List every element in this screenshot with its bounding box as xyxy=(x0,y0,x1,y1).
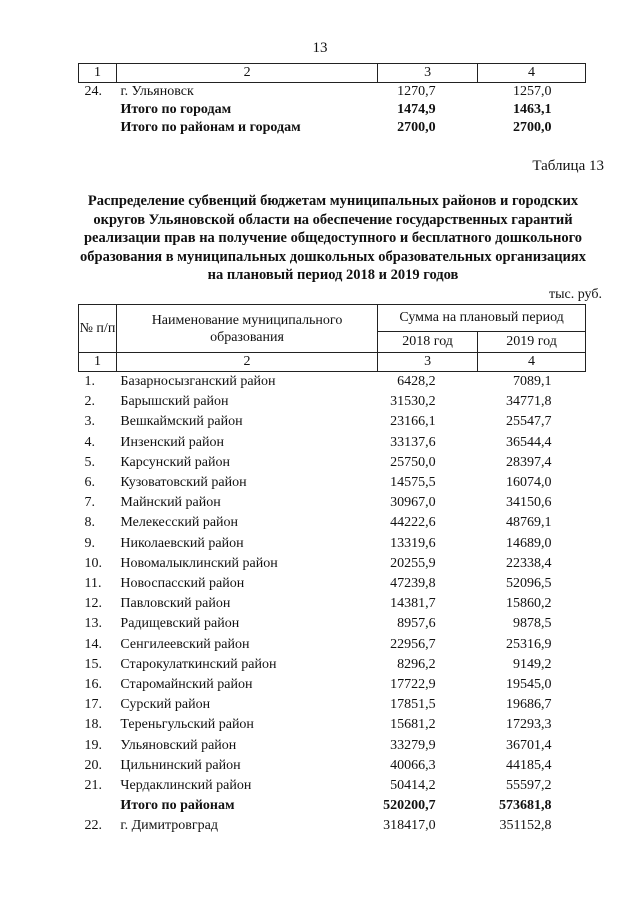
column-index: 2 xyxy=(116,353,377,372)
amount-2019: 2700,0 xyxy=(513,120,552,135)
municipality-name: Сурский район xyxy=(120,697,211,713)
amount-2019: 9878,5 xyxy=(513,616,552,632)
column-index: 4 xyxy=(478,64,586,83)
column-index: 1 xyxy=(79,64,117,83)
amount-2018: 47239,8 xyxy=(390,576,436,592)
amount-2019: 25316,9 xyxy=(506,636,552,652)
municipality-name: Вешкаймский район xyxy=(120,414,243,430)
row-number: 20. xyxy=(84,757,102,773)
amount-2019: 19686,7 xyxy=(506,697,552,713)
municipality-name: Базарносызганский район xyxy=(120,374,276,389)
amount-2018: 8296,2 xyxy=(397,656,436,672)
municipality-name: Павловский район xyxy=(120,596,231,612)
amount-2018: 1474,9 xyxy=(397,102,436,117)
column-index: 4 xyxy=(478,353,586,372)
municipality-name: Николаевский район xyxy=(120,535,244,551)
municipality-name: Барышский район xyxy=(120,394,229,410)
amount-2018: 15681,2 xyxy=(390,717,436,733)
municipality-name: Мелекесский район xyxy=(120,515,239,531)
amount-2018: 14575,5 xyxy=(390,475,436,491)
amount-2019: 17293,3 xyxy=(506,717,552,733)
row-number: 22. xyxy=(84,818,102,834)
municipality-name: Итого по районам и городам xyxy=(120,120,301,135)
row-number: 11. xyxy=(84,576,102,592)
amount-2018: 520200,7 xyxy=(383,798,436,814)
row-number: 18. xyxy=(84,717,102,733)
amount-2019: 48769,1 xyxy=(506,515,552,531)
amount-2019: 573681,8 xyxy=(499,798,552,814)
table-row xyxy=(79,715,586,735)
table-row xyxy=(79,594,586,614)
row-number: 17. xyxy=(84,697,102,713)
municipality-name: Радищевский район xyxy=(120,616,240,632)
amount-2019: 44185,4 xyxy=(506,757,552,773)
page-number: 13 xyxy=(312,40,328,56)
total-row xyxy=(79,101,586,119)
amount-2018: 1270,7 xyxy=(397,84,436,99)
row-number: 5. xyxy=(84,454,95,470)
header-number: № п/п xyxy=(79,305,117,353)
amount-2018: 50414,2 xyxy=(390,778,436,794)
municipality-name: Итого по городам xyxy=(120,102,232,117)
table-row xyxy=(79,655,586,675)
row-number: 21. xyxy=(84,778,102,794)
continued-table xyxy=(78,63,586,137)
amount-2019: 15860,2 xyxy=(506,596,552,612)
row-number: 2. xyxy=(84,394,95,410)
table-row xyxy=(79,736,586,756)
amount-2018: 14381,7 xyxy=(390,596,436,612)
amount-2018: 13319,6 xyxy=(390,535,436,551)
table-row xyxy=(79,574,586,594)
amount-2019: 28397,4 xyxy=(506,454,552,470)
row-number xyxy=(79,796,117,816)
column-index: 1 xyxy=(79,353,117,372)
amount-2019: 34771,8 xyxy=(506,394,552,410)
amount-2018: 40066,3 xyxy=(390,757,436,773)
header-name: Наименование муниципального образования xyxy=(116,305,377,353)
amount-2018: 31530,2 xyxy=(390,394,436,410)
row-number: 24. xyxy=(84,84,102,99)
amount-2019: 351152,8 xyxy=(499,818,552,834)
table-row xyxy=(79,453,586,473)
table-row xyxy=(79,392,586,412)
municipality-name: Тереньгульский район xyxy=(120,717,254,733)
municipality-name: Карсунский район xyxy=(120,454,230,470)
table-row xyxy=(79,635,586,655)
amount-2018: 6428,2 xyxy=(397,374,436,389)
amount-2019: 16074,0 xyxy=(506,475,552,491)
amount-2019: 14689,0 xyxy=(506,535,552,551)
amount-2019: 52096,5 xyxy=(506,576,552,592)
column-index: 3 xyxy=(378,353,478,372)
row-number: 3. xyxy=(84,414,95,430)
table-row xyxy=(79,614,586,634)
row-number: 1. xyxy=(84,374,95,389)
row-number: 19. xyxy=(84,737,102,753)
amount-2019: 25547,7 xyxy=(506,414,552,430)
municipality-name: Ульяновский район xyxy=(120,737,237,753)
amount-2018: 2700,0 xyxy=(397,120,436,135)
row-number xyxy=(79,101,117,119)
row-number: 4. xyxy=(84,434,95,450)
column-index-row xyxy=(79,353,586,372)
total-row xyxy=(79,796,586,816)
table-row xyxy=(79,534,586,554)
amount-2018: 30967,0 xyxy=(390,495,436,511)
municipality-name: Инзенский район xyxy=(120,434,224,450)
amount-2019: 55597,2 xyxy=(506,778,552,794)
row-number: 14. xyxy=(84,636,102,652)
table-row xyxy=(79,756,586,776)
header-sum: Сумма на плановый период xyxy=(378,305,586,332)
amount-2018: 25750,0 xyxy=(390,454,436,470)
column-index: 2 xyxy=(116,64,377,83)
amount-2018: 17851,5 xyxy=(390,697,436,713)
municipality-name: Новоспасский район xyxy=(120,576,245,592)
row-number: 16. xyxy=(84,677,102,693)
table-row xyxy=(79,695,586,715)
subsidy-table xyxy=(78,304,586,837)
row-number: 9. xyxy=(84,535,95,551)
amount-2018: 33137,6 xyxy=(390,434,436,450)
amount-2018: 44222,6 xyxy=(390,515,436,531)
amount-2018: 22956,7 xyxy=(390,636,436,652)
amount-2019: 36544,4 xyxy=(506,434,552,450)
municipality-name: Кузоватовский район xyxy=(120,475,247,491)
amount-2018: 318417,0 xyxy=(383,818,436,834)
amount-2018: 33279,9 xyxy=(390,737,436,753)
amount-2019: 34150,6 xyxy=(506,495,552,511)
table-row xyxy=(79,473,586,493)
table-row xyxy=(79,83,586,102)
table-row xyxy=(79,675,586,695)
row-number xyxy=(79,119,117,137)
row-number: 8. xyxy=(84,515,95,531)
table-title: Распределение субвенций бюджетам муниципальных районов и городских округов Ульяновской области на обеспечение государственных гарантий реализации прав на получение общедоступного и бесплатного дошкольного образования в муниципальных дошкольных образовательных организациях на плановый период 2018 и 2019 годов xyxy=(80,193,586,283)
municipality-name: Итого по районам xyxy=(120,798,235,814)
total-row xyxy=(79,119,586,137)
header-2019: 2019 год xyxy=(478,332,586,353)
municipality-name: г. Ульяновск xyxy=(120,84,194,99)
table-row xyxy=(79,816,586,836)
amount-2019: 19545,0 xyxy=(506,677,552,693)
table-label: Таблица 13 xyxy=(532,158,604,174)
amount-2019: 1257,0 xyxy=(513,84,552,99)
table-row xyxy=(79,412,586,432)
amount-2018: 23166,1 xyxy=(390,414,436,430)
table-row xyxy=(79,513,586,533)
row-number: 12. xyxy=(84,596,102,612)
row-number: 6. xyxy=(84,475,95,491)
amount-2019: 22338,4 xyxy=(506,555,552,571)
municipality-name: Сенгилеевский район xyxy=(120,636,250,652)
table-row xyxy=(79,493,586,513)
row-number: 15. xyxy=(84,656,102,672)
table-row xyxy=(79,372,586,393)
amount-2018: 8957,6 xyxy=(397,616,436,632)
municipality-name: Цильнинский район xyxy=(120,757,241,773)
table-row xyxy=(79,433,586,453)
row-number: 7. xyxy=(84,495,95,511)
amount-2019: 7089,1 xyxy=(513,374,552,389)
header-2018: 2018 год xyxy=(378,332,478,353)
municipality-name: Старокулаткинский район xyxy=(120,656,277,672)
row-number: 10. xyxy=(84,555,102,571)
amount-2019: 1463,1 xyxy=(513,102,552,117)
amount-2018: 17722,9 xyxy=(390,677,436,693)
column-index: 3 xyxy=(378,64,478,83)
table-row xyxy=(79,554,586,574)
municipality-name: Майнский район xyxy=(120,495,221,511)
amount-2019: 36701,4 xyxy=(506,737,552,753)
column-index-row xyxy=(79,64,586,83)
municipality-name: Старомайнский район xyxy=(120,677,253,693)
unit-label: тыс. руб. xyxy=(549,287,602,302)
municipality-name: Чердаклинский район xyxy=(120,778,252,794)
amount-2019: 9149,2 xyxy=(513,656,552,672)
municipality-name: Новомалыклинский район xyxy=(120,555,278,571)
row-number: 13. xyxy=(84,616,102,632)
municipality-name: г. Димитровград xyxy=(120,818,218,834)
amount-2018: 20255,9 xyxy=(390,555,436,571)
table-row xyxy=(79,776,586,796)
